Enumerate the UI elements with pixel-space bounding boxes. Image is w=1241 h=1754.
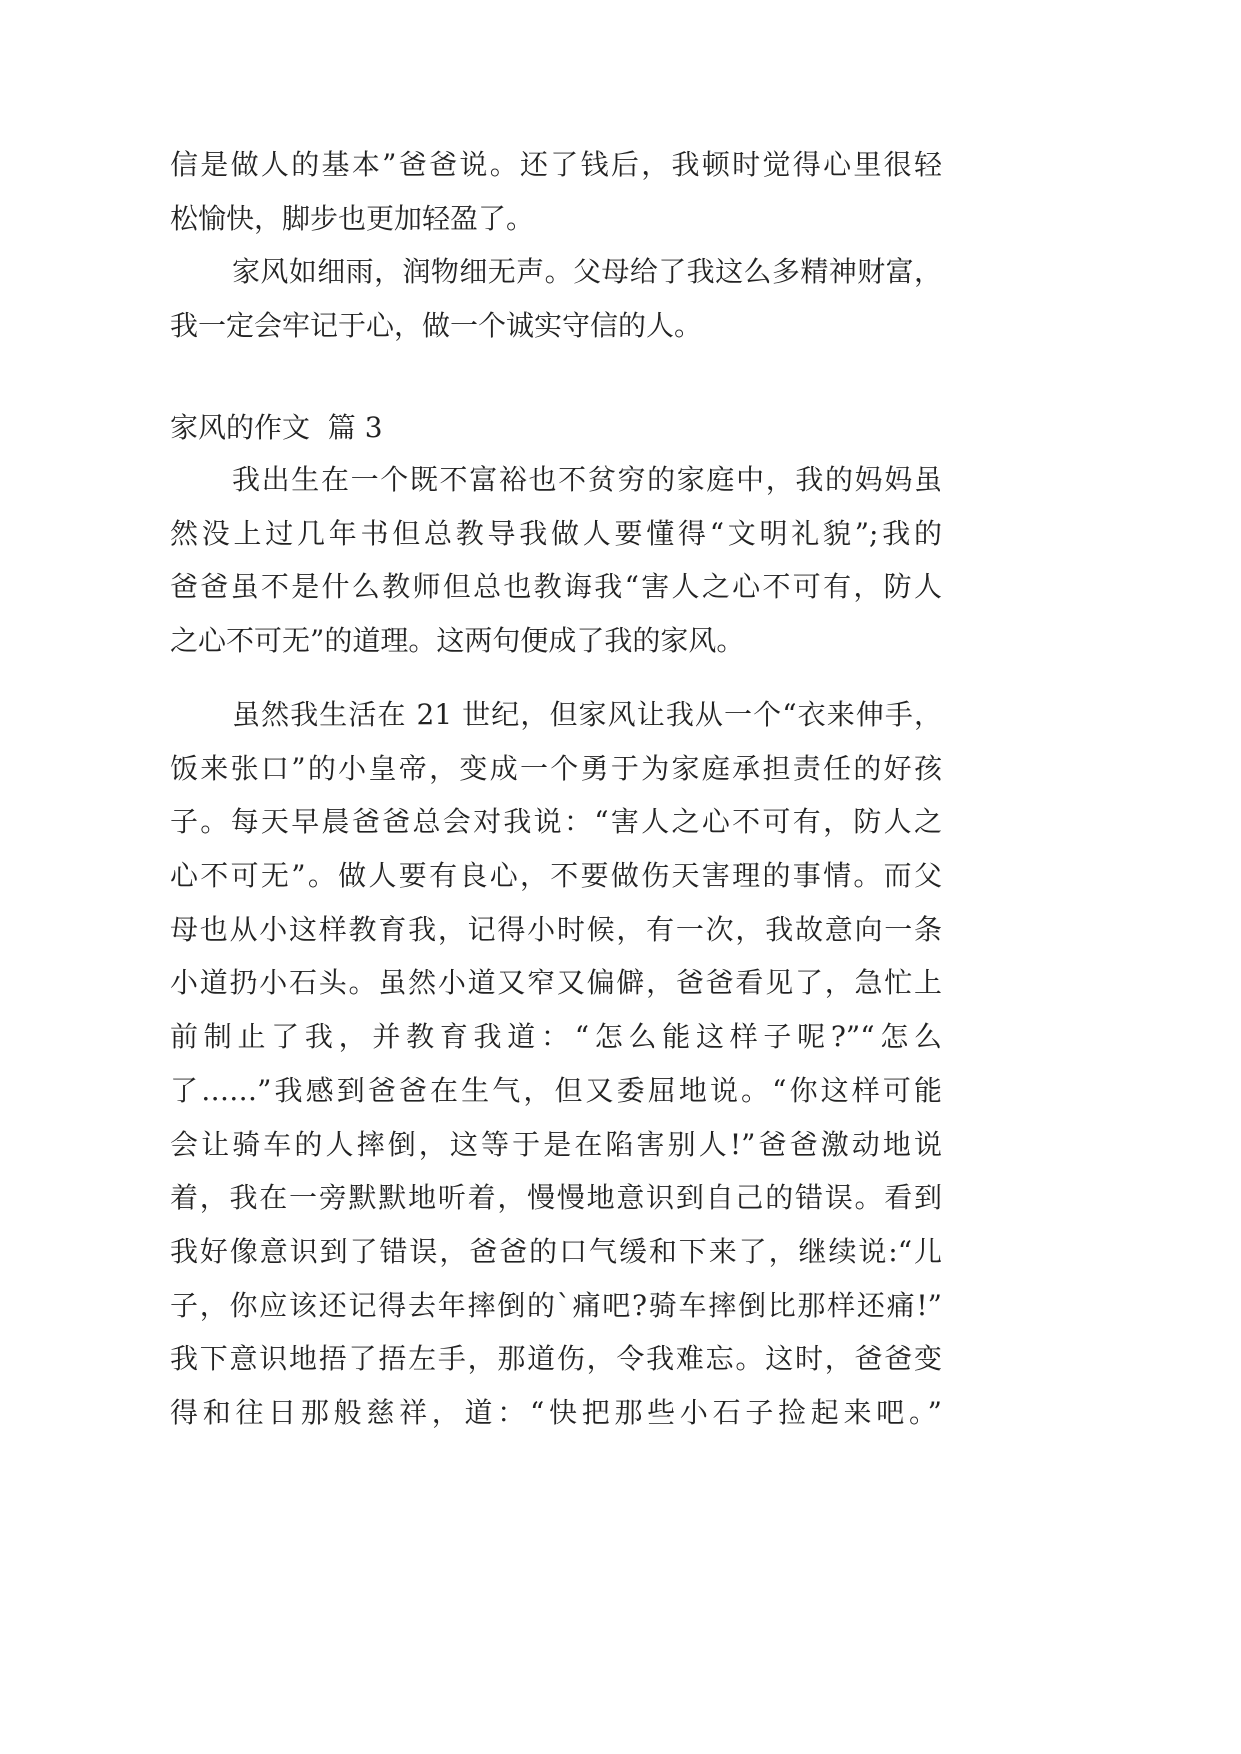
text-line: 我出生在一个既不富裕也不贫穷的家庭中，我的妈妈虽 [232, 463, 942, 496]
text-line: 我下意识地捂了捂左手，那道伤，令我难忘。这时，爸爸变 [170, 1342, 942, 1376]
text-line: 小道扔小石头。虽然小道又窄又偏僻，爸爸看见了，急忙上 [170, 966, 942, 1000]
text-line: 松愉快，脚步也更加轻盈了。 [170, 201, 535, 235]
paragraph [170, 138, 942, 245]
text-line: 虽然我生活在 21 世纪，但家风让我从一个“衣来伸手， [232, 698, 942, 731]
text-line: 饭来张口”的小皇帝，变成一个勇于为家庭承担责任的好孩 [170, 751, 942, 785]
text-line: 前制止了我，并教育我道：“怎么能这样子呢?”“怎么 [170, 1020, 942, 1054]
text-line: 得和往日那般慈祥，道：“快把那些小石子捡起来吧。” [170, 1395, 942, 1429]
text-line: 会让骑车的人摔倒，这等于是在陷害别人!”爸爸激动地说 [170, 1127, 942, 1161]
text-line: 母也从小这样教育我，记得小时候，有一次，我故意向一条 [170, 912, 942, 946]
text-line: 子。每天早晨爸爸总会对我说：“害人之心不可有，防人之 [170, 805, 942, 839]
text-line: 爸爸虽不是什么教师但总也教诲我“害人之心不可有，防人 [170, 570, 942, 604]
text-line: 了……”我感到爸爸在生气，但又委屈地说。“你这样可能 [170, 1073, 942, 1107]
text-line: 子，你应该还记得去年摔倒的`痛吧?骑车摔倒比那样还痛!” [170, 1288, 942, 1322]
paragraph [170, 245, 942, 352]
text-line: 然没上过几年书但总教导我做人要懂得“文明礼貌”;我的 [170, 516, 942, 550]
text-line: 家风如细雨，润物细无声。父母给了我这么多精神财富， [232, 255, 942, 288]
text-line: 我一定会牢记于心，做一个诚实守信的人。 [170, 308, 703, 342]
text-line: 我好像意识到了错误，爸爸的口气缓和下来了，继续说:“儿 [170, 1234, 942, 1268]
text-line: 着，我在一旁默默地听着，慢慢地意识到自己的错误。看到 [170, 1181, 942, 1215]
continued-section [170, 138, 942, 352]
paragraph [170, 688, 942, 1440]
paragraph [170, 453, 942, 668]
text-line: 之心不可无”的道理。这两句便成了我的家风。 [170, 624, 745, 658]
section-heading: 家风的作文 篇 3 [170, 411, 383, 444]
text-line: 心不可无”。做人要有良心，不要做伤天害理的事情。而父 [170, 859, 942, 893]
text-line: 信是做人的基本”爸爸说。还了钱后，我顿时觉得心里很轻 [170, 148, 942, 181]
